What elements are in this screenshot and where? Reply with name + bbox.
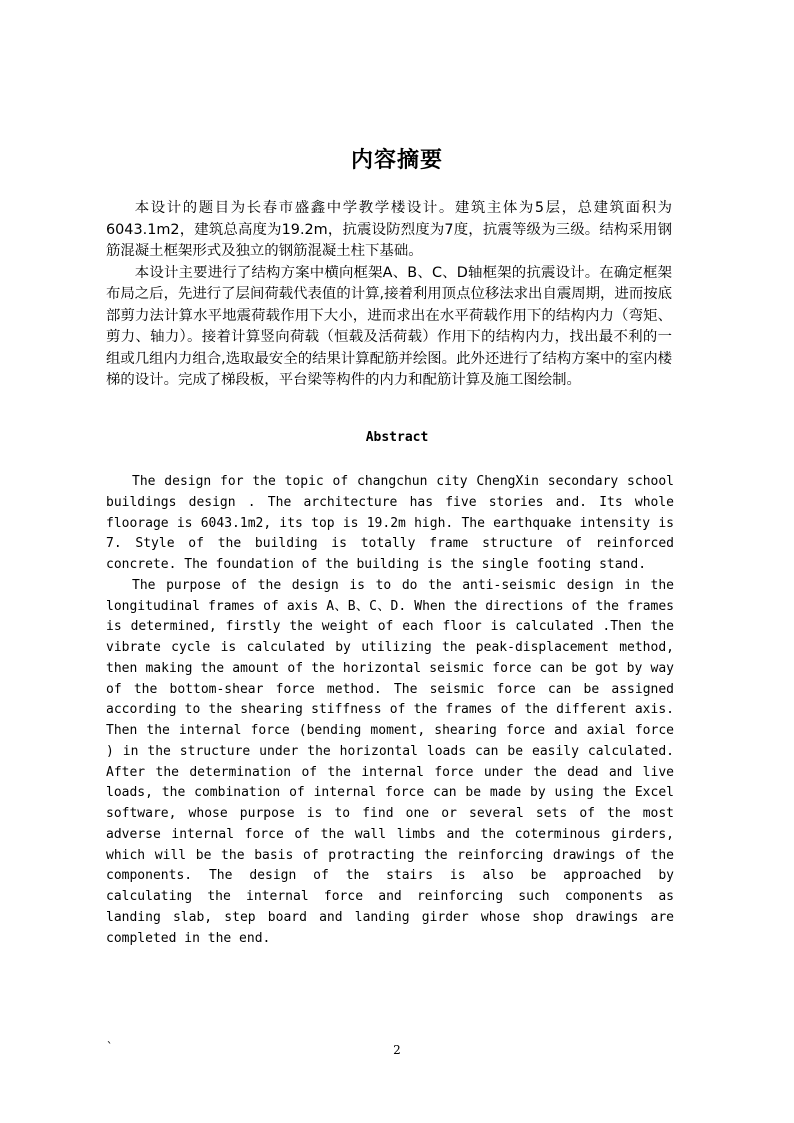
footer-mark: ` [106,1040,114,1054]
abstract-heading: Abstract [365,430,429,445]
english-abstract [106,472,674,949]
chinese-abstract [106,198,672,392]
page-number: 2 [393,1043,401,1057]
chinese-paragraph-2: 本设计主要进行了结构方案中横向框架A、B、C、D轴框架的抗震设计。在确定框架布局之后，先进行了层间荷载代表值的计算,接着利用顶点位移法求出自震周期，进而按底部剪力法计算水平地震荷载作用下大小，进而求出在水平荷载作用下的结构内力（弯矩、剪力、轴力）。接着计算竖向荷载（恒载及活荷载）作用下的结构内力，找出最不利的一组或几组内力组合,选取最安全的结果计算配筋并绘图。此外还进行了结构方案中的室内楼梯的设计。完成了梯段板，平台梁等构件的内力和配筋计算及施工图绘制。 [106,264,672,388]
page-title: 内容摘要 [350,147,443,173]
english-paragraph-2: The purpose of the design is to do the anti-seismic design in the longitudinal frames of axis A、B、C、D. When the directions of the frames is determined, firstly the weight of each floor is calculated .Then the vibrate cycle is calculated by utilizing the peak-displacement method, then making the amount of the horizontal seismic force can be got by way of the bottom-shear force method. The seismic force can be assigned according to the shearing stiffness of the frames of the different axis. Then the internal force (bending moment, shearing force and axial force ) in the structure under the horizontal loads can be easily calculated. After the determination of the internal force under the dead and live loads, the combination of internal force can be made by using the Excel software, whose purpose is to find one or several sets of the most adverse internal force of the wall limbs and the coterminous girders, which will be the basis of protracting the reinforcing drawings of the components. The design of the stairs is also be approached by calculating the internal force and reinforcing such components as landing slab, step board and landing girder whose shop drawings are completed in the end. [106,577,674,946]
chinese-paragraph-1: 本设计的题目为长春市盛鑫中学教学楼设计。建筑主体为5层，总建筑面积为6043.1m2，建筑总高度为19.2m，抗震设防烈度为7度，抗震等级为三级。结构采用钢筋混凝土框架形式及独立的钢筋混凝土柱下基础。 [106,200,672,259]
english-paragraph-1: The design for the topic of changchun city ChengXin secondary school buildings design . The architecture has five stories and. Its whole floorage is 6043.1m2, its top is 19.2m high. The earthquake intensity is 7. Style of the building is totally frame structure of reinforced concrete. The foundation of the building is the single footing stand. [106,474,674,572]
